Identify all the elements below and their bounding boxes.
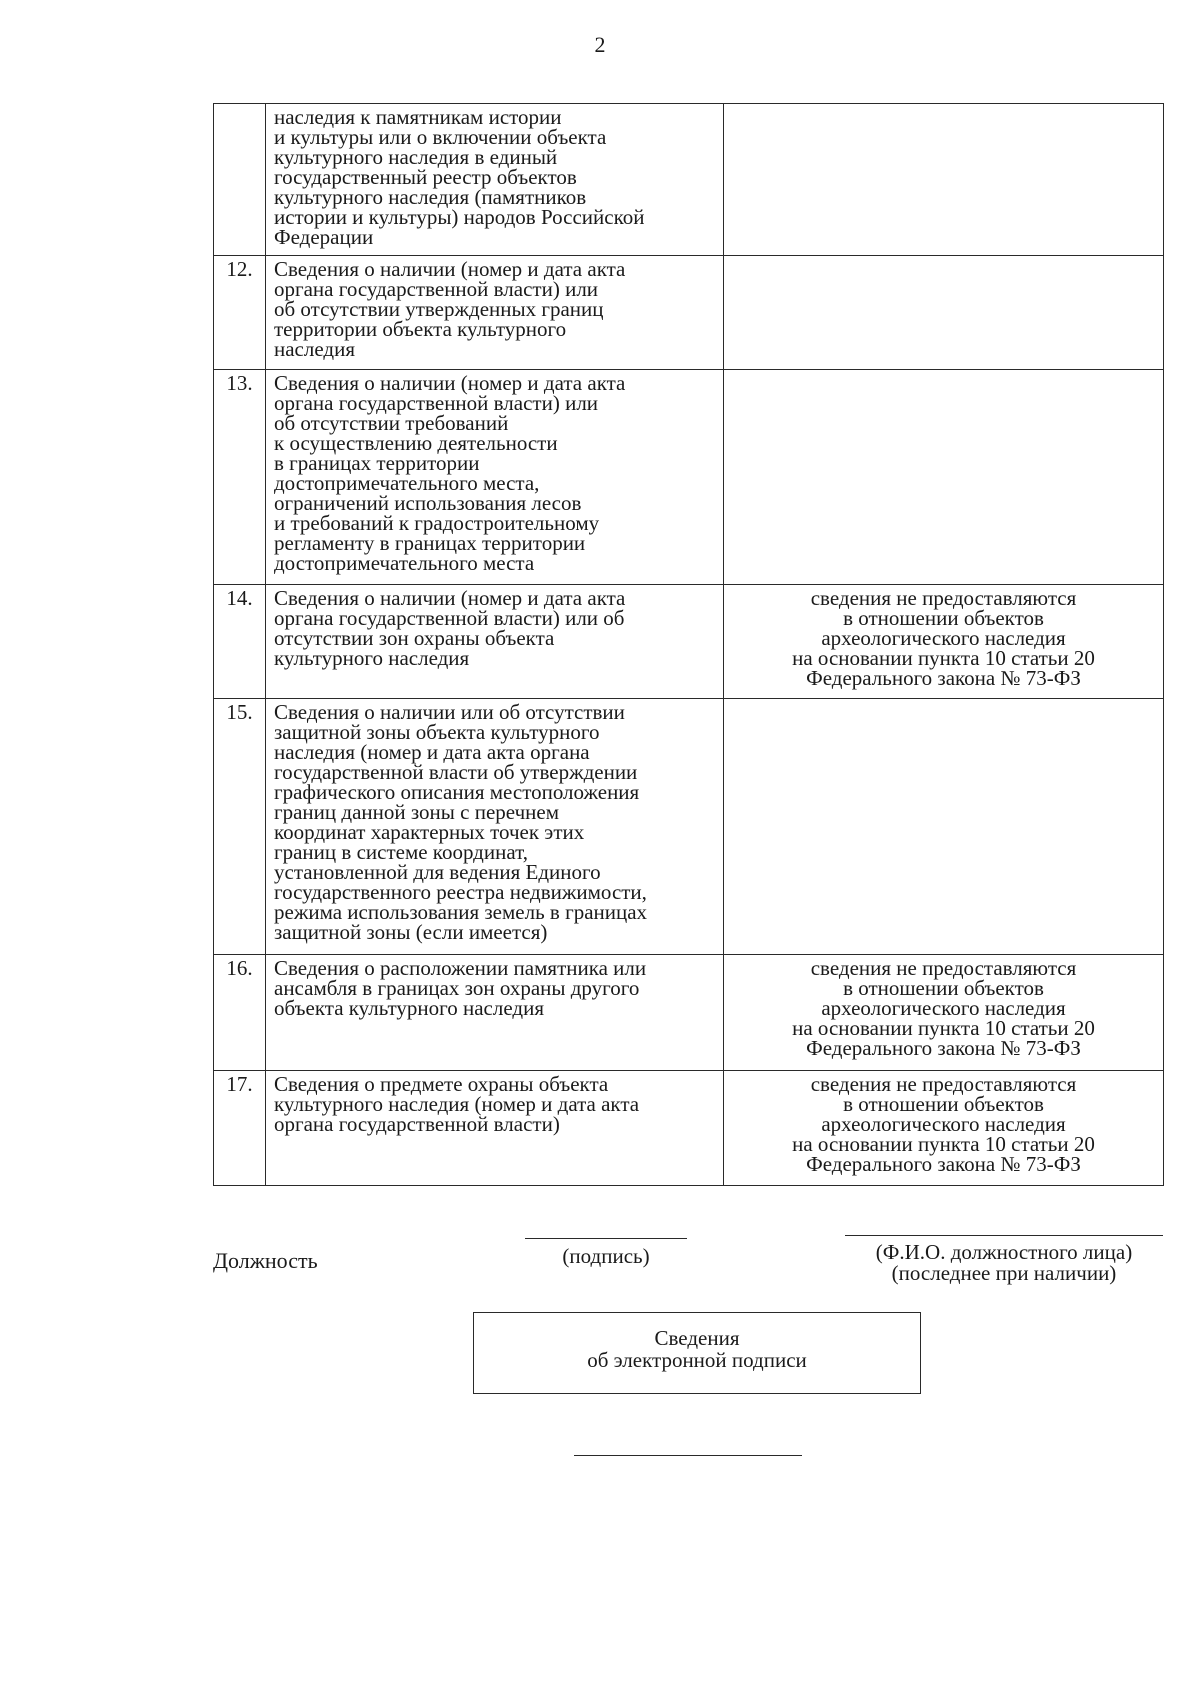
row-description: Сведения о расположении памятника или ансамбля в границах зон охраны другого объекта культурного наследия bbox=[266, 955, 724, 1071]
info-table bbox=[213, 103, 1164, 1186]
row-number: 15. bbox=[214, 699, 266, 955]
signature-block bbox=[213, 1220, 1163, 1320]
row-description: Сведения о наличии (номер и дата акта органа государственной власти) или об отсутствии требований к осуществлению деятельности в границах территории достопримечательного места, ограничений использования лесов и требований к градостроительному регламенту в границах территории достопримечательного места bbox=[266, 370, 724, 585]
row-value bbox=[724, 699, 1164, 955]
row-description: Сведения о наличии или об отсутствии защитной зоны объекта культурного наследия (номер и дата акта органа государственной власти об утверждении графического описания местоположения границ данной зоны с перечнем координат характерных точек этих границ в системе координат, установленной для ведения Единого государственного реестра недвижимости, режима использования земель в границах защитной зоны (если имеется) bbox=[266, 699, 724, 955]
row-value bbox=[724, 104, 1164, 256]
position-label: Должность bbox=[213, 1248, 318, 1273]
row-description: Сведения о предмете охраны объекта культурного наследия (номер и дата акта органа государственной власти) bbox=[266, 1071, 724, 1186]
signature-caption: (подпись) bbox=[562, 1244, 650, 1268]
row-number: 17. bbox=[214, 1071, 266, 1186]
row-number bbox=[214, 104, 266, 256]
name-line bbox=[845, 1235, 1163, 1236]
row-value bbox=[724, 256, 1164, 370]
table-row bbox=[214, 955, 1164, 1071]
row-number: 14. bbox=[214, 585, 266, 699]
row-description: Сведения о наличии (номер и дата акта органа государственной власти) или об отсутствии зон охраны объекта культурного наследия bbox=[266, 585, 724, 699]
row-description: Сведения о наличии (номер и дата акта органа государственной власти) или об отсутствии утвержденных границ территории объекта культурного наследия bbox=[266, 256, 724, 370]
row-number: 13. bbox=[214, 370, 266, 585]
electronic-signature-box: Сведения об электронной подписи bbox=[473, 1312, 921, 1394]
row-number: 12. bbox=[214, 256, 266, 370]
row-description: наследия к памятникам истории и культуры или о включении объекта культурного наследия в единый государственный реестр объектов культурного наследия (памятников истории и культуры) народов Российской Федерации bbox=[266, 104, 724, 256]
table-row bbox=[214, 370, 1164, 585]
row-number: 16. bbox=[214, 955, 266, 1071]
signature-line bbox=[525, 1238, 687, 1239]
row-value: сведения не предоставляются в отношении объектов археологического наследия на основании пункта 10 статьи 20 Федерального закона № 73-ФЗ bbox=[724, 955, 1164, 1071]
name-caption: (Ф.И.О. должностного лица) (последнее при наличии) bbox=[875, 1240, 1133, 1285]
row-value: сведения не предоставляются в отношении объектов археологического наследия на основании пункта 10 статьи 20 Федерального закона № 73-ФЗ bbox=[724, 585, 1164, 699]
page-number: 2 bbox=[594, 32, 606, 57]
row-value bbox=[724, 370, 1164, 585]
row-value: сведения не предоставляются в отношении объектов археологического наследия на основании пункта 10 статьи 20 Федерального закона № 73-ФЗ bbox=[724, 1071, 1164, 1186]
table-row bbox=[214, 256, 1164, 370]
table-row bbox=[214, 1071, 1164, 1186]
table-row bbox=[214, 699, 1164, 955]
table-row bbox=[214, 104, 1164, 256]
table-row bbox=[214, 585, 1164, 699]
bottom-divider bbox=[574, 1455, 802, 1456]
